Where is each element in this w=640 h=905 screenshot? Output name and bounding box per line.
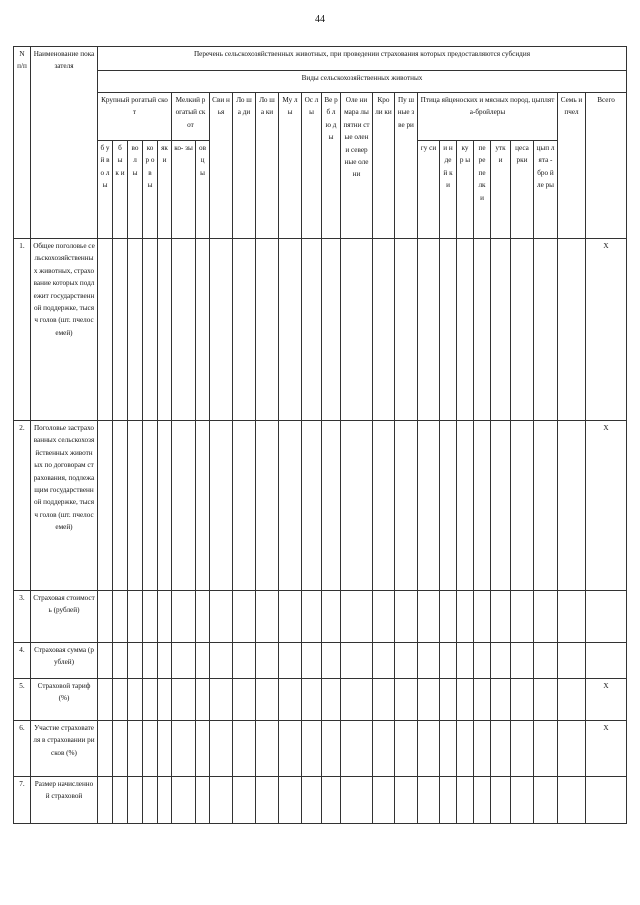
data-cell [143,679,158,721]
row-label: Размер начисленной страховой [31,777,98,824]
sub-ptica-5: цеса рки [511,141,534,239]
data-cell [418,679,440,721]
data-cell [341,591,373,643]
data-cell [511,591,534,643]
data-cell [440,591,457,643]
data-cell [558,591,586,643]
header-num: N п/п [14,47,31,239]
data-cell [474,239,491,421]
data-cell [302,421,322,591]
data-cell [98,591,113,643]
data-cell [534,721,558,777]
data-cell [210,643,233,679]
data-cell [418,643,440,679]
data-cell [395,591,418,643]
data-cell [322,239,341,421]
data-cell [279,643,302,679]
data-cell [457,239,474,421]
group-mrs: Мелкий рогатый скот [172,93,210,141]
data-cell [279,777,302,824]
group-kroliki: Кро ли ки [373,93,395,239]
data-cell [256,591,279,643]
data-cell [418,591,440,643]
data-cell [128,679,143,721]
data-cell [279,679,302,721]
sub-krs-1: б ы к и [113,141,128,239]
data-cell [511,721,534,777]
data-cell [395,643,418,679]
data-cell [395,721,418,777]
data-cell [511,679,534,721]
data-cell [302,591,322,643]
table-row [14,679,627,721]
data-cell [128,643,143,679]
sub-krs-2: во л ы [128,141,143,239]
group-krs: Крупный рогатый скот [98,93,172,141]
data-cell [210,421,233,591]
group-loshadi: Ло ша ди [233,93,256,239]
group-ptica: Птица яйценоских и мясных пород, цыплята-бройлеры [418,93,558,141]
table-row [14,421,627,591]
subsidy-table [13,46,627,824]
row-number: 4. [14,643,31,679]
data-cell [373,421,395,591]
data-cell [143,643,158,679]
row-label: Страховая сумма (рублей) [31,643,98,679]
data-cell [256,239,279,421]
group-muly: Му лы [279,93,302,239]
data-cell [474,643,491,679]
row-label: Участие страхователя в страховании рисков (%) [31,721,98,777]
table-row [14,777,627,824]
data-cell [558,679,586,721]
data-cell [233,239,256,421]
data-cell [233,643,256,679]
data-cell [158,239,172,421]
data-cell [128,421,143,591]
header-top-title: Перечень сельскохозяйственных животных, при проведении страхования которых предоставляются субсидия [98,47,627,71]
data-cell [341,643,373,679]
data-cell [474,421,491,591]
data-cell [172,591,196,643]
data-cell [341,679,373,721]
data-cell [256,421,279,591]
sub-krs-0: б у й в о л ы [98,141,113,239]
data-cell [158,421,172,591]
data-cell [143,421,158,591]
data-cell [491,777,511,824]
data-cell [558,777,586,824]
data-cell [558,721,586,777]
data-cell [511,777,534,824]
group-oleni: Оле ни мара лы пятни стые олени север ные олени [341,93,373,239]
data-cell [113,239,128,421]
row-label: Страховой тариф (%) [31,679,98,721]
data-cell [113,679,128,721]
data-cell [457,679,474,721]
data-cell [418,421,440,591]
data-cell [534,591,558,643]
data-cell [395,421,418,591]
data-cell [322,591,341,643]
data-cell [172,421,196,591]
data-cell [196,721,210,777]
data-cell [210,239,233,421]
header-kinds-title: Виды сельскохозяйственных животных [98,71,627,93]
data-cell [341,777,373,824]
data-cell [98,679,113,721]
row-label: Страховая стоимость (рублей) [31,591,98,643]
sub-ptica-3: пе ре пе лк и [474,141,491,239]
data-cell [373,643,395,679]
data-cell [210,591,233,643]
data-cell [534,679,558,721]
data-cell [128,777,143,824]
data-cell [196,777,210,824]
data-cell [373,777,395,824]
data-cell [98,239,113,421]
data-cell [395,777,418,824]
data-cell [395,679,418,721]
data-cell [256,777,279,824]
data-cell [113,421,128,591]
data-cell [440,421,457,591]
row-number: 1. [14,239,31,421]
data-cell [418,721,440,777]
table-row [14,239,627,421]
data-cell [113,591,128,643]
data-cell [491,239,511,421]
data-cell [440,239,457,421]
row-number: 3. [14,591,31,643]
sub-ptica-4: утк и [491,141,511,239]
table-row [14,591,627,643]
data-cell [196,421,210,591]
data-cell [233,721,256,777]
data-cell [302,777,322,824]
group-pushnye: Пу ш ные зве ри [395,93,418,239]
data-cell [143,721,158,777]
data-cell [534,777,558,824]
group-verblyudy: Ве рб л ю д ы [322,93,341,239]
data-cell [322,777,341,824]
data-cell [341,239,373,421]
sub-mrs-0: ко- зы [172,141,196,239]
data-cell [233,591,256,643]
data-cell [457,591,474,643]
data-cell [128,721,143,777]
data-cell [143,591,158,643]
data-cell [474,721,491,777]
data-cell [491,421,511,591]
data-cell [491,679,511,721]
sub-ptica-6: цып лята - бро йле ры [534,141,558,239]
data-cell [373,721,395,777]
page-number: 44 [315,14,325,25]
data-cell [196,679,210,721]
total-cell: X [586,679,627,721]
header-name: Наименование показателя [31,47,98,239]
data-cell [98,421,113,591]
data-cell [279,421,302,591]
data-cell [128,591,143,643]
data-cell [322,721,341,777]
data-cell [158,591,172,643]
data-cell [172,777,196,824]
data-cell [172,679,196,721]
group-osly: Ос лы [302,93,322,239]
data-cell [302,721,322,777]
total-cell: X [586,239,627,421]
data-cell [172,239,196,421]
data-cell [279,591,302,643]
data-cell [418,777,440,824]
data-cell [440,777,457,824]
total-cell: X [586,721,627,777]
data-cell [196,591,210,643]
data-cell [158,643,172,679]
sub-mrs-1: ов ц ы [196,141,210,239]
data-cell [558,421,586,591]
data-cell [395,239,418,421]
data-cell [457,777,474,824]
group-loshaki: Ло ша ки [256,93,279,239]
table-row [14,643,627,679]
data-cell [113,721,128,777]
data-cell [341,721,373,777]
row-number: 6. [14,721,31,777]
data-cell [341,421,373,591]
data-cell [457,721,474,777]
data-cell [233,777,256,824]
data-cell [322,421,341,591]
data-cell [558,239,586,421]
data-cell [196,643,210,679]
data-cell [143,777,158,824]
data-cell [322,643,341,679]
row-label: Поголовье застрахованных сельскохозяйственных животных по договорам страхования, подлежащим государственной поддержке, тысяч голов (шт. пчелосемей) [31,421,98,591]
sub-ptica-2: ку р ы [457,141,474,239]
data-cell [256,679,279,721]
data-cell [279,721,302,777]
data-cell [457,421,474,591]
row-label: Общее поголовье сельскохозяйственных животных, страхование которых подлежит государственной поддержке, тысяч голов (шт. пчелосемей) [31,239,98,421]
sub-ptica-0: гу си [418,141,440,239]
total-cell: X [586,421,627,591]
group-vsego: Всего [586,93,627,239]
data-cell [158,679,172,721]
data-cell [534,421,558,591]
data-cell [98,777,113,824]
data-cell [491,591,511,643]
data-cell [511,421,534,591]
group-semyi: Семь и пчел [558,93,586,239]
data-cell [491,643,511,679]
data-cell [210,777,233,824]
data-cell [172,643,196,679]
data-cell [322,679,341,721]
row-number: 2. [14,421,31,591]
data-cell [373,239,395,421]
data-cell [256,721,279,777]
data-cell [233,421,256,591]
data-cell [233,679,256,721]
data-cell [511,643,534,679]
data-cell [113,643,128,679]
data-cell [256,643,279,679]
table-row [14,721,627,777]
data-cell [440,679,457,721]
total-cell [586,643,627,679]
data-cell [172,721,196,777]
data-cell [210,721,233,777]
data-cell [474,777,491,824]
data-cell [196,239,210,421]
total-cell [586,591,627,643]
data-cell [534,643,558,679]
data-cell [302,643,322,679]
data-cell [143,239,158,421]
data-cell [373,591,395,643]
data-cell [98,643,113,679]
sub-krs-4: як и [158,141,172,239]
data-cell [373,679,395,721]
data-cell [158,721,172,777]
sub-ptica-1: и н де й к и [440,141,457,239]
data-cell [113,777,128,824]
data-cell [474,679,491,721]
data-cell [440,721,457,777]
sub-krs-3: ко р ов ы [143,141,158,239]
data-cell [279,239,302,421]
data-cell [457,643,474,679]
data-cell [418,239,440,421]
group-svini: Сви нья [210,93,233,239]
data-cell [98,721,113,777]
data-cell [158,777,172,824]
data-cell [128,239,143,421]
total-cell [586,777,627,824]
row-number: 5. [14,679,31,721]
data-cell [558,643,586,679]
data-cell [534,239,558,421]
data-cell [210,679,233,721]
data-cell [511,239,534,421]
data-cell [474,591,491,643]
data-cell [302,679,322,721]
data-cell [491,721,511,777]
data-cell [440,643,457,679]
data-cell [302,239,322,421]
row-number: 7. [14,777,31,824]
